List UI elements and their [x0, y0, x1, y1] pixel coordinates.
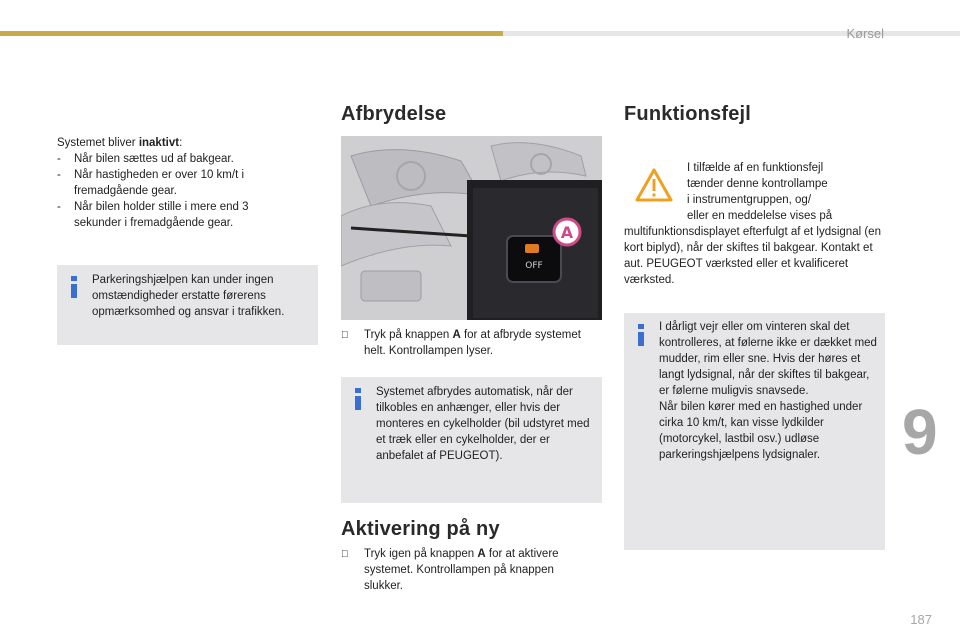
page-number: 187 — [910, 612, 932, 627]
bullet-icon — [341, 327, 364, 359]
info-text: I dårligt vejr eller om vinteren skal det kontrolleres, at følerne ikke er dækket med mudder, rim eller sne. Hvis der høres et langt lydsignal, når der skiftes til bakgear, er følerne muligvis snavsede. Når bilen kører med en hastighed under cirka 10 km/t, kan visse lydkilder (motorcykel, lastbil osv.) udløse parkeringshjælpens lydsignaler. — [659, 321, 877, 461]
header-accent-bar — [0, 31, 503, 36]
list-item: - Når hastigheden er over 10 km/t i fremadgående gear. — [57, 169, 245, 197]
callout-label-a: A — [560, 223, 574, 242]
button-label: OFF — [525, 261, 543, 271]
warning-text: I tilfælde af en funktionsfejl tænder denne kontrollampe i instrumentgruppen, og/ eller en meddelelse vises på — [687, 162, 833, 222]
section-title: Kørsel — [846, 26, 884, 41]
heading-afbrydelse: Afbrydelse — [341, 103, 447, 125]
warning-lamp — [525, 244, 539, 253]
step-reactivate: Tryk igen på knappen A for at aktivere systemet. Kontrollampen på knappen slukker. — [341, 546, 586, 594]
heading-funktionsfejl: Funktionsfejl — [624, 103, 752, 125]
list-item: - Når bilen holder stille i mere end 3 sekunder i fremadgående gear. — [57, 201, 249, 229]
heading-aktivering: Aktivering på ny — [341, 518, 500, 540]
intro-line: Systemet bliver inaktivt: — [57, 137, 183, 149]
step-disable: Tryk på knappen A for at afbryde systemet helt. Kontrollampen lyser. — [341, 327, 603, 359]
warning-icon — [634, 167, 674, 203]
header-rule — [503, 31, 960, 36]
chapter-number: 9 — [902, 396, 938, 468]
info-box-safety — [57, 265, 318, 345]
info-box-auto-disable — [341, 377, 602, 503]
malfunction-body: multifunktionsdisplayet efterfulgt af et lydsignal (en kort biplyd), når der skiftes til bakgear. Kontakt et aut. PEUGEOT værksted eller et kvalificeret værksted. — [624, 226, 881, 286]
info-box-sensors — [624, 313, 885, 550]
inactive-conditions — [57, 135, 312, 231]
bullet-icon — [341, 546, 364, 594]
dashboard-illustration — [341, 136, 602, 320]
info-text: Parkeringshjælpen kan under ingen omstændigheder erstatte førerens opmærksomhed og ansvar i trafikken. — [92, 274, 285, 318]
info-text: Systemet afbrydes automatisk, når der tilkobles en anhænger, eller hvis der monteres en cykelholder (bil udstyret med et træk eller en cykelholder, der er anbefalet af PEUGEOT). — [376, 386, 590, 462]
list-item: - Når bilen sættes ud af bakgear. — [57, 153, 234, 165]
